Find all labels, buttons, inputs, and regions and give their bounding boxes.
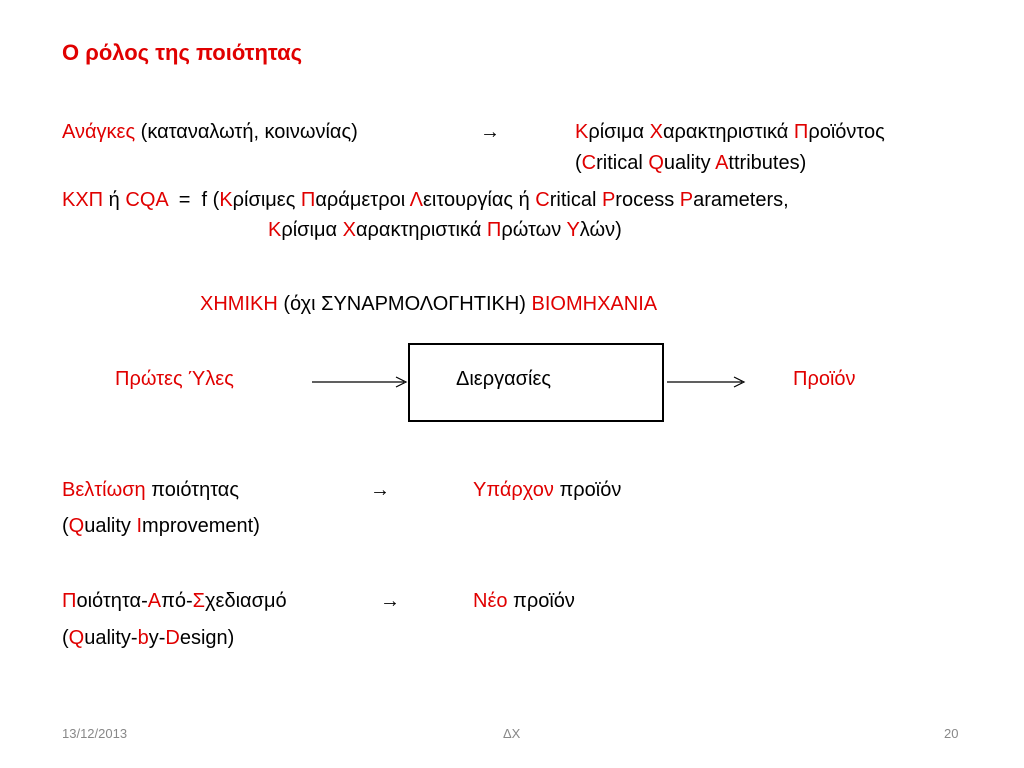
new-rest: προϊόν (507, 590, 575, 612)
needs-label: Ανάγκες (62, 121, 136, 143)
kxp-k2: Κ (268, 219, 282, 241)
cqa-en-q-rest: uality (663, 152, 716, 174)
cqa-p: Π (793, 121, 809, 143)
qbd-en-b: b (137, 627, 149, 649)
qbd-p-rest: οιότητα- (76, 590, 148, 612)
page-title: Ο ρόλος της ποιότητας (62, 40, 303, 65)
kxp-p2: P (601, 189, 616, 211)
improvement-english (62, 514, 260, 538)
qbd-s: Σ (192, 590, 206, 612)
raw-materials-label: Πρώτες Ύλες (115, 368, 234, 390)
qi-q: Q (68, 515, 85, 537)
kxp-x2: Χ (342, 219, 356, 241)
cqa-en-open: ( (575, 152, 582, 174)
qbd-en-d-rest: esign) (179, 627, 235, 649)
cqa-en-a-rest: ttributes) (728, 152, 807, 174)
existing-product (473, 478, 621, 502)
industry-word: ΒΙΟΜΗΧΑΝΙΑ (531, 293, 658, 315)
kxp-k2-rest: ρίσιμα (281, 219, 343, 241)
kxp-cqa: CQA (125, 189, 168, 211)
kxp-p2-rest: rocess (615, 189, 680, 211)
cqa-en-c-rest: ritical (596, 152, 649, 174)
cqa-en-a: A (715, 152, 729, 174)
improvement-arrow: → (370, 479, 390, 501)
improvement-word: Βελτίωση (62, 479, 146, 501)
kxp-y2: Υ (566, 219, 580, 241)
cqa-x: Χ (649, 121, 663, 143)
improvement-rest: ποιότητας (145, 479, 240, 501)
industry-chem: ΧΗΜΙΚΗ (200, 293, 278, 315)
footer-date: 13/12/2013 (62, 726, 128, 741)
existing-rest: προϊόν (553, 479, 622, 501)
footer-author: ΔΧ (503, 726, 521, 741)
qi-open: ( (62, 515, 69, 537)
needs-detail: (καταναλωτή, κοινωνίας) (135, 121, 358, 143)
cqa-x-rest: αρακτηριστικά (662, 121, 794, 143)
cqa-en-q: Q (648, 152, 664, 174)
improvement-label (62, 478, 239, 502)
qbd-english (62, 626, 234, 650)
kxp-l1-rest: ειτουργίας ή (422, 189, 536, 211)
process-label: Διεργασίες (456, 368, 551, 390)
kxp-x2-rest: αρακτηριστικά (355, 219, 487, 241)
qbd-en-q: Q (68, 627, 85, 649)
footer-page-number: 20 (944, 726, 959, 741)
cqa-p-rest: ροϊόντος (808, 121, 885, 143)
qbd-a-rest: πό- (161, 590, 193, 612)
qbd-en-b-rest: y- (148, 627, 166, 649)
kxp-k1-rest: ρίσιμες (232, 189, 301, 211)
qbd-arrow: → (380, 590, 400, 612)
arrow-process-to-product (667, 377, 744, 387)
qbd-en-open: ( (62, 627, 69, 649)
existing-word: Υπάρχον (473, 479, 554, 501)
qbd-a: Α (147, 590, 162, 612)
product-label: Προϊόν (793, 368, 856, 390)
qi-i-rest: mprovement) (142, 515, 260, 537)
new-product (473, 589, 575, 613)
kxp-p4: Π (486, 219, 502, 241)
qi-i: I (136, 515, 143, 537)
kxp-p1-rest: αράμετροι (315, 189, 410, 211)
cqa-k-rest: ρίσιμα (588, 121, 650, 143)
kxp-k1: Κ (219, 189, 233, 211)
kxp-p3-rest: arameters, (693, 189, 789, 211)
kxp-p1: Π (300, 189, 316, 211)
cqa-en-c: C (581, 152, 597, 174)
cqa-k: Κ (575, 121, 589, 143)
arrow-raw-to-process (312, 377, 406, 387)
kxp-c1: C (535, 189, 550, 211)
kxp-c1-rest: ritical (549, 189, 602, 211)
kxp: ΚΧΠ (62, 189, 104, 211)
qbd-s-rest: χεδιασμό (205, 590, 287, 612)
qbd-p: Π (62, 590, 77, 612)
qbd-en-q-rest: uality- (84, 627, 138, 649)
kxp-y2-rest: λών) (579, 219, 622, 241)
kxp-or: ή (103, 189, 126, 211)
industry-middle: (όχι ΣΥΝΑΡΜΟΛΟΓΗΤΙΚΗ) (277, 293, 532, 315)
qbd-en-d: D (165, 627, 180, 649)
needs-arrow: → (480, 121, 500, 143)
kxp-p4-rest: ρώτων (501, 219, 567, 241)
kxp-p3: P (679, 189, 694, 211)
qbd-greek (62, 589, 287, 613)
new-word: Νέο (473, 590, 508, 612)
qi-q-rest: uality (84, 515, 137, 537)
kxp-eq: = f ( (167, 189, 220, 211)
kxp-l1: Λ (409, 189, 423, 211)
